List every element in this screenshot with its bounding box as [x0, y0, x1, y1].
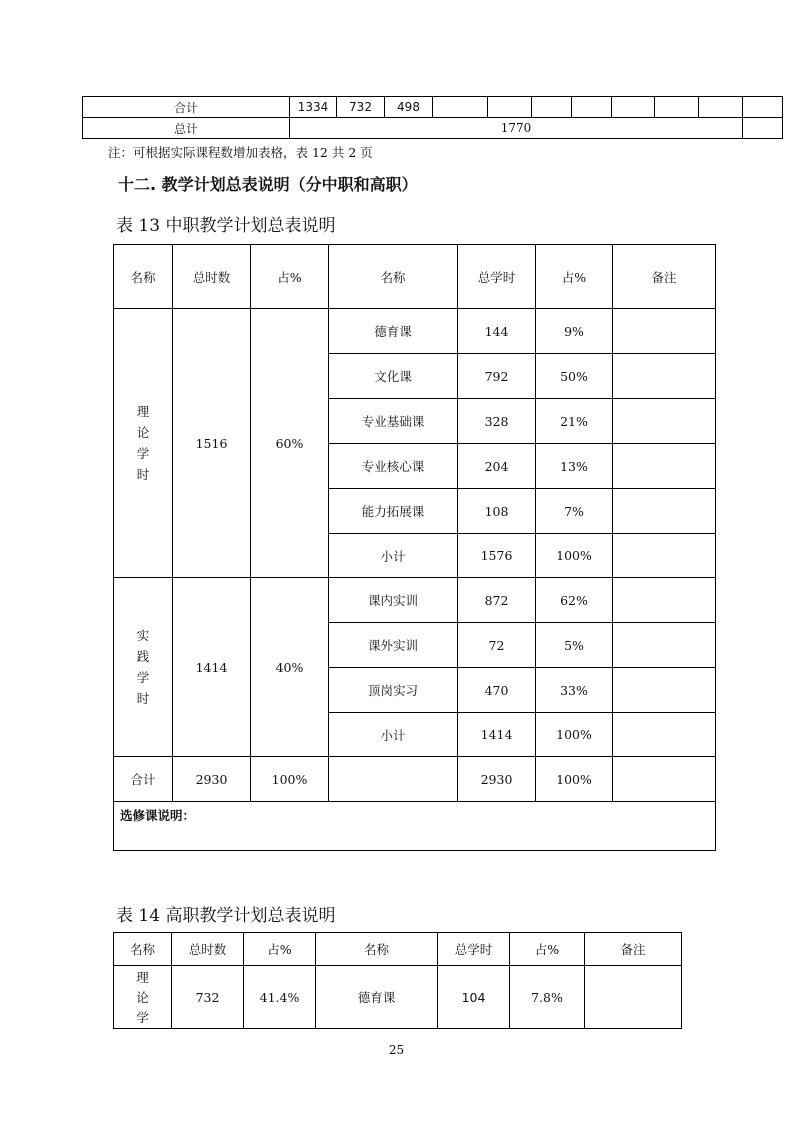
table-caption: 表 13 中职教学计划总表说明 [116, 216, 336, 236]
group-label-text: 理论学 [136, 970, 149, 1025]
remark-row [114, 802, 716, 851]
column-header: 备注 [613, 245, 716, 309]
course-remark [613, 668, 716, 713]
column-header: 占% [244, 933, 316, 966]
section-heading: 十二. 教学计划总表说明（分中职和高职） [118, 175, 418, 194]
course-name: 德育课 [329, 309, 458, 354]
course-remark [613, 399, 716, 444]
group-percent: 60% [251, 309, 329, 578]
higher-plan-table-wrapper [113, 932, 693, 1025]
table-row [83, 118, 783, 139]
table-row [83, 97, 783, 118]
course-percent: 9% [536, 309, 613, 354]
course-hours: 108 [458, 489, 536, 534]
page-number: 25 [388, 1043, 405, 1057]
column-header: 占% [251, 245, 329, 309]
column-header: 总学时 [438, 933, 510, 966]
column-header: 总时数 [172, 933, 244, 966]
course-name: 课内实训 [329, 578, 458, 623]
course-percent: 7.8% [510, 966, 585, 1029]
group-label [114, 309, 173, 578]
course-name: 德育课 [316, 966, 438, 1029]
course-hours: 1414 [458, 713, 536, 757]
column-header: 总时数 [173, 245, 251, 309]
course-hours: 72 [458, 623, 536, 668]
sum-percent-2: 100% [536, 757, 613, 802]
course-percent: 7% [536, 489, 613, 534]
course-name: 能力拓展课 [329, 489, 458, 534]
header-row [114, 933, 682, 966]
table-row [114, 578, 716, 623]
higher-plan-table [113, 932, 682, 1029]
course-percent: 50% [536, 354, 613, 399]
column-header: 名称 [114, 245, 173, 309]
sum-percent: 100% [251, 757, 329, 802]
table-row [114, 309, 716, 354]
course-percent: 33% [536, 668, 613, 713]
group-label [114, 966, 172, 1029]
group-label-text: 理论学时 [136, 404, 150, 482]
table-row [114, 966, 682, 1029]
course-remark [613, 623, 716, 668]
course-name: 课外实训 [329, 623, 458, 668]
column-header: 备注 [585, 933, 682, 966]
course-name: 文化课 [329, 354, 458, 399]
course-percent: 100% [536, 713, 613, 757]
grand-total: 1770 [290, 118, 743, 139]
cell-value: 1334 [290, 97, 337, 118]
group-label-text: 实践学时 [136, 628, 150, 706]
column-header: 名称 [329, 245, 458, 309]
course-hours: 1576 [458, 534, 536, 578]
course-name: 小计 [329, 534, 458, 578]
course-remark [613, 309, 716, 354]
course-remark [613, 489, 716, 534]
course-percent: 21% [536, 399, 613, 444]
cell-value: 498 [385, 97, 433, 118]
course-hours: 470 [458, 668, 536, 713]
row-label: 总计 [83, 118, 290, 139]
row-label: 合计 [83, 97, 290, 118]
course-hours: 144 [458, 309, 536, 354]
sum-total: 2930 [173, 757, 251, 802]
course-percent: 5% [536, 623, 613, 668]
sum-hours: 2930 [458, 757, 536, 802]
course-percent: 62% [536, 578, 613, 623]
course-remark [613, 578, 716, 623]
header-row [114, 245, 716, 309]
cell-value: 732 [337, 97, 385, 118]
elective-remark: 选修课说明： [114, 802, 716, 851]
course-hours: 204 [458, 444, 536, 489]
column-header: 名称 [114, 933, 172, 966]
course-remark [613, 713, 716, 757]
group-total: 1414 [173, 578, 251, 757]
column-header: 占% [536, 245, 613, 309]
column-header: 名称 [316, 933, 438, 966]
group-label [114, 578, 173, 757]
group-total: 1516 [173, 309, 251, 578]
course-hours: 872 [458, 578, 536, 623]
sum-row [114, 757, 716, 802]
secondary-plan-table [113, 244, 716, 851]
course-hours: 328 [458, 399, 536, 444]
column-header: 占% [510, 933, 585, 966]
course-remark [613, 444, 716, 489]
course-name: 专业基础课 [329, 399, 458, 444]
sum-label: 合计 [114, 757, 173, 802]
group-percent: 41.4% [244, 966, 316, 1029]
course-remark [585, 966, 682, 1029]
course-name: 小计 [329, 713, 458, 757]
group-percent: 40% [251, 578, 329, 757]
course-name: 顶岗实习 [329, 668, 458, 713]
summary-table [82, 96, 783, 139]
course-hours: 104 [438, 966, 510, 1029]
course-remark [613, 354, 716, 399]
course-hours: 792 [458, 354, 536, 399]
column-header: 总学时 [458, 245, 536, 309]
course-percent: 13% [536, 444, 613, 489]
course-percent: 100% [536, 534, 613, 578]
table-note: 注：可根据实际课程数增加表格，表 12 共 2 页 [108, 145, 373, 160]
group-total: 732 [172, 966, 244, 1029]
course-name: 专业核心课 [329, 444, 458, 489]
course-remark [613, 534, 716, 578]
table-caption: 表 14 高职教学计划总表说明 [116, 906, 336, 926]
